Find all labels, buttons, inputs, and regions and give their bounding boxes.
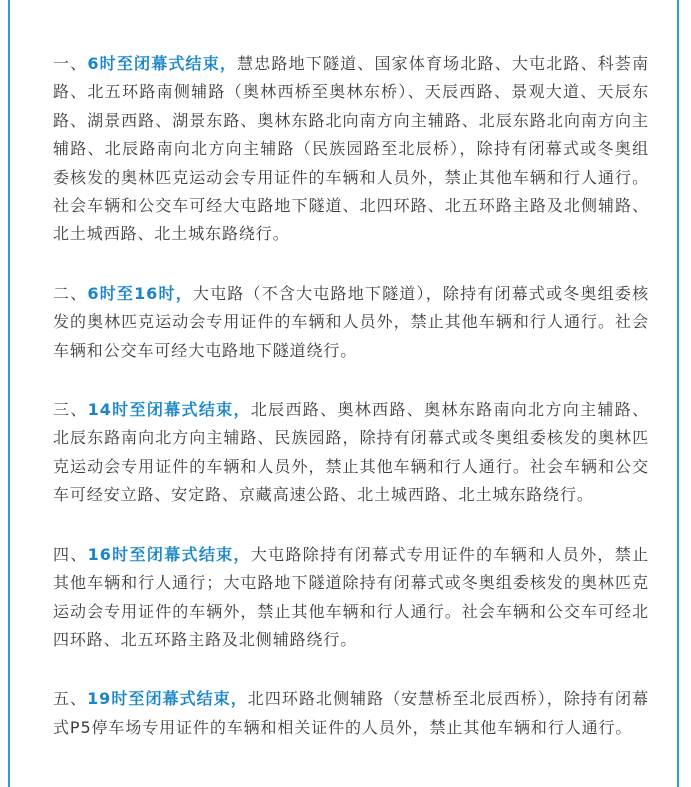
item-body: 慧忠路地下隧道、国家体育场北路、大屯北路、科荟南路、北五环路南侧辅路（奥林西桥至奥林东桥）、天辰西路、景观大道、天辰东路、湖景西路、湖景东路、奥林东路北向南方向主辅路、北辰东路北向南方向主辅路、北辰路南向北方向主辅路（民族园路至北辰桥），除持有闭幕式或冬奥组委核发的奥林匹克运动会专用证件的车辆和人员外，禁止其他车辆和行人通行。社会车辆和公交车可经大屯路地下隧道、北四环路、北五环路主路及北侧辅路、北土城西路、北土城东路绕行。 [53, 54, 649, 244]
notice-item-1 [53, 50, 649, 249]
notice-item-3 [53, 396, 649, 510]
time-highlight: 19时至闭幕式结束， [87, 689, 248, 709]
item-prefix: 三、 [53, 400, 88, 420]
time-highlight: 16时至闭幕式结束， [87, 544, 251, 564]
traffic-control-notice [53, 50, 649, 742]
item-body: 北辰西路、奥林西路、奥林东路南向北方向主辅路、北辰东路南向北方向主辅路、民族园路，除持有闭幕式或冬奥组委核发的奥林匹克运动会专用证件的车辆和人员外，禁止其他车辆和行人通行。社会车辆和公交车可经安立路、安定路、京藏高速公路、北土城西路、北土城东路绕行。 [53, 400, 649, 505]
item-prefix: 一、 [53, 54, 88, 73]
notice-item-5 [53, 685, 649, 742]
item-prefix: 四、 [53, 544, 88, 564]
item-body: 大屯路除持有闭幕式专用证件的车辆和人员外，禁止其他车辆和行人通行；大屯路地下隧道除持有闭幕式或冬奥组委核发的奥林匹克运动会专用证件的车辆外，禁止其他车辆和行人通行。社会车辆和公交车可经北四环路、北五环路主路及北侧辅路绕行。 [53, 544, 649, 649]
notice-item-4 [53, 541, 649, 655]
article-frame [8, 0, 679, 787]
time-highlight: 6时至16时， [87, 283, 193, 303]
notice-item-2 [53, 280, 649, 365]
item-prefix: 二、 [53, 283, 88, 303]
item-body: 大屯路（不含大屯路地下隧道），除持有闭幕式或冬奥组委核发的奥林匹克运动会专用证件的车辆和人员外，禁止其他车辆和行人通行。社会车辆和公交车可经大屯路地下隧道绕行。 [53, 283, 649, 360]
time-highlight: 14时至闭幕式结束， [87, 400, 251, 420]
time-highlight: 6时至闭幕式结束， [87, 54, 238, 73]
item-prefix: 五、 [53, 689, 88, 709]
item-body: 北四环路北侧辅路（安慧桥至北辰西桥），除持有闭幕式P5停车场专用证件的车辆和相关证件的人员外，禁止其他车辆和行人通行。 [53, 689, 649, 737]
